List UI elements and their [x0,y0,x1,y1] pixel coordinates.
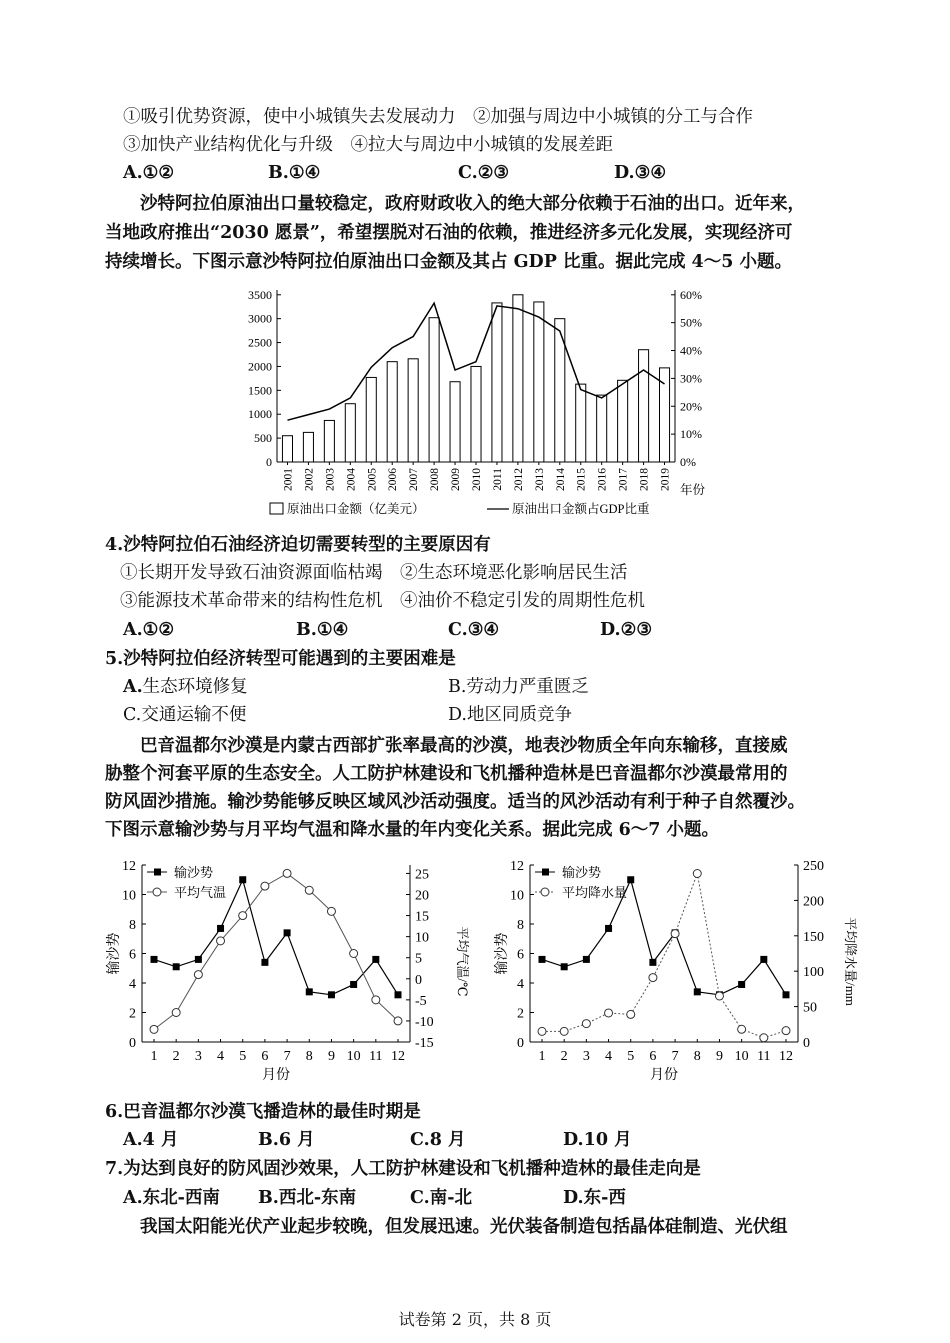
q6-option-b: B.6 月 [258,1130,315,1150]
x-tick-label: 9 [327,1049,335,1064]
x-tick-label: 12 [391,1049,405,1064]
left-tick-label: 8 [517,918,524,933]
secondary-series-point [605,1009,613,1017]
q3-option-c: C.②③ [458,163,510,183]
x-tick-label: 4 [217,1049,225,1064]
passage2-line-3: 防风固沙措施。输沙势能够反映区域风沙活动强度。适当的风沙活动有利于种子自然覆沙。 [105,792,805,812]
right-tick-label: 40% [680,343,702,358]
sand-drift-point [306,988,313,995]
sand-drift-point [173,963,180,970]
sand-drift-point [151,956,158,963]
left-tick-label: 10 [510,888,524,904]
legend-sand-label: 输沙势 [174,865,214,880]
q7-option-b: B.西北-东南 [258,1188,357,1208]
x-tick-label: 2004 [345,468,358,491]
right-tick-label: 0 [415,972,422,988]
q4-item-line-2: ③能源技术革命带来的结构性危机 ④油价不稳定引发的周期性危机 [120,591,645,611]
x-tick-label: 7 [671,1049,679,1064]
left-tick-label: 8 [129,918,136,933]
bar [492,303,502,462]
passage2-line-1: 巴音温都尔沙漠是内蒙古西部扩张率最高的沙漠，地表沙物质全年向东输移，直接威 [140,736,788,756]
x-tick-label: 8 [693,1049,701,1064]
legend-bar-label: 原油出口金额（亿美元） [287,502,425,516]
right-tick-label: 100 [803,965,824,981]
q3-option-b: B.①④ [268,163,321,183]
right-tick-label: 20% [680,399,702,414]
bar [597,395,607,462]
x-tick-label: 2018 [638,468,651,491]
secondary-series-point [693,869,701,877]
q5-option-b: B.劳动力严重匮乏 [448,677,589,697]
secondary-series-point [715,992,723,1000]
right-axis-label: 平均气温/℃ [455,926,470,997]
secondary-series-point [372,996,380,1004]
secondary-series-point [350,950,358,958]
q5-option-d: D.地区同质竞争 [448,705,572,725]
x-tick-label: 2 [560,1049,568,1064]
secondary-series-point [305,886,313,894]
q4-stem: 4.沙特阿拉伯石油经济迫切需要转型的主要原因有 [105,535,491,555]
sand-drift-point [649,959,656,966]
bar [576,384,586,462]
x-axis-label: 年份 [680,483,706,497]
x-tick-label: 7 [283,1049,291,1064]
x-tick-label: 2002 [303,468,316,491]
right-tick-label: -5 [415,993,427,1009]
secondary-series-point [538,1027,546,1035]
left-tick-label: 4 [517,977,524,992]
secondary-series-point [671,930,679,938]
bar [534,302,544,462]
sand-precip-chart [488,850,860,1090]
left-tick-label: 6 [129,947,136,963]
passage2-line-4: 下图示意输沙势与月平均气温和降水量的年内变化关系。据此完成 6～7 小题。 [105,820,720,840]
q6-stem: 6.巴音温都尔沙漠飞播造林的最佳时期是 [105,1102,421,1122]
q5-stem: 5.沙特阿拉伯经济转型可能遇到的主要困难是 [105,649,456,669]
right-axis-label: 平均降水量/mm [843,917,858,1006]
secondary-series-point [649,974,657,982]
x-tick-label: 2014 [554,468,567,491]
secondary-series-point [194,971,202,979]
left-axis-label: 输沙势 [107,932,122,975]
x-tick-label: 4 [605,1049,613,1064]
q3-item-line-2: ③加快产业结构优化与升级 ④拉大与周边中小城镇的发展差距 [123,135,613,155]
x-tick-label: 11 [757,1049,771,1064]
passage3-line-1: 我国太阳能光伏产业起步较晚，但发展迅速。光伏装备制造包括晶体硅制造、光伏组 [140,1217,788,1237]
sand-drift-point [328,991,335,998]
left-tick-label: 0 [517,1036,524,1051]
legend-secondary-label: 平均气温 [174,885,227,900]
bar [303,432,313,462]
sand-drift-point [760,956,767,963]
q3-item-line-1: ①吸引优势资源，使中小城镇失去发展动力 ②加强与周边中小城镇的分工与合作 [123,107,753,127]
sand-drift-point [627,876,634,883]
right-tick-label: 15 [415,909,429,925]
left-tick-label: 0 [129,1036,136,1051]
q7-option-d: D.东-西 [563,1188,626,1208]
q5-option-a-text: 生态环境修复 [142,677,248,697]
secondary-series-point [394,1017,402,1025]
secondary-series-point [782,1027,790,1035]
q6-option-d: D.10 月 [563,1130,632,1150]
right-tick-label: 5 [415,951,422,967]
x-tick-label: 1 [150,1049,158,1064]
x-tick-label: 2003 [324,468,337,491]
q3-option-d: D.③④ [614,163,667,183]
left-tick-label: 2 [129,1006,136,1022]
left-tick-label: 12 [122,859,136,874]
q4-option-d: D.②③ [600,620,653,640]
q3-option-a: A.①② [123,163,175,183]
x-tick-label: 2 [172,1049,180,1064]
x-tick-label: 2010 [471,468,483,491]
x-tick-label: 2005 [366,468,379,491]
right-tick-label: 250 [803,859,824,874]
x-tick-label: 6 [649,1049,657,1064]
q5-option-a: A.生态环境修复 [123,677,248,697]
bar [387,362,397,462]
left-tick-label: 12 [510,859,524,874]
x-tick-label: 2015 [575,468,588,491]
left-tick-label: 10 [122,888,136,904]
x-tick-label: 3 [582,1049,590,1064]
secondary-series-point [760,1034,768,1042]
secondary-series-point [239,912,247,920]
bar [345,404,355,462]
right-tick-label: 10 [415,930,429,946]
right-tick-label: 50% [680,315,702,330]
right-tick-label: 200 [803,894,824,910]
sand-drift-point [583,956,590,963]
x-tick-label: 11 [369,1049,383,1064]
secondary-series-point [172,1009,180,1017]
left-tick-label: 3000 [248,311,272,326]
left-tick-label: 3500 [248,287,272,302]
passage1-line-1: 沙特阿拉伯原油出口量较稳定，政府财政收入的绝大部分依赖于石油的出口。近年来， [140,194,805,214]
right-tick-label: -10 [415,1014,434,1030]
sand-drift-point [738,981,745,988]
sand-drift-point [605,925,612,932]
page-footer: 试卷第 2 页，共 8 页 [398,1310,552,1329]
x-tick-label: 2012 [512,468,525,491]
bar [471,366,481,462]
right-tick-label: 0 [803,1036,810,1051]
q4-option-a: A.①② [123,620,175,640]
x-tick-label: 10 [346,1049,361,1064]
x-tick-label: 1 [538,1049,546,1064]
x-tick-label: 2017 [617,468,630,491]
q5-option-c: C.交通运输不便 [123,705,247,725]
secondary-series-point [627,1010,635,1018]
bar [618,380,628,462]
sand-drift-point [217,925,224,932]
secondary-series-point [150,1025,158,1033]
q7-stem: 7.为达到良好的防风固沙效果，人工防护林建设和飞机播种造林的最佳走向是 [105,1159,701,1179]
sand-drift-point [372,956,379,963]
bar [513,295,523,462]
left-tick-label: 2500 [248,335,272,350]
q7-option-c: C.南-北 [410,1188,472,1208]
x-tick-label: 2013 [533,468,546,491]
legend-sand-label: 输沙势 [562,865,602,880]
oil-export-chart [215,280,725,525]
sand-drift-point [350,981,357,988]
sand-drift-point [284,929,291,936]
bar [408,359,418,462]
legend-sand-marker [542,869,549,876]
x-axis-label: 月份 [262,1068,290,1083]
q4-option-c: C.③④ [448,620,500,640]
x-axis-label: 月份 [650,1068,678,1083]
right-tick-label: 10% [680,427,702,442]
sand-drift-point [539,956,546,963]
sand-drift-point [694,988,701,995]
secondary-series-point [738,1025,746,1033]
sand-drift-point [395,991,402,998]
bar [450,382,460,462]
x-tick-label: 2019 [659,468,672,491]
bar [282,436,292,462]
sand-temp-chart [100,850,475,1090]
right-tick-label: -15 [415,1036,434,1051]
q4-item-line-1: ①长期开发导致石油资源面临枯竭 ②生态环境恶化影响居民生活 [120,563,628,583]
x-tick-label: 2001 [282,468,295,491]
passage1-line-2: 当地政府推出“2030 愿景”，希望摆脱对石油的依赖，推进经济多元化发展，实现经济可 [105,223,793,243]
left-axis-label: 输沙势 [495,932,510,975]
x-tick-label: 2009 [450,468,463,491]
sand-drift-point [561,963,568,970]
x-tick-label: 8 [305,1049,313,1064]
right-tick-label: 0% [680,455,696,469]
sand-drift-point [195,956,202,963]
right-tick-label: 150 [803,929,824,945]
right-tick-label: 25 [415,867,429,883]
secondary-series-point [217,937,225,945]
x-tick-label: 5 [627,1049,635,1064]
legend-bar-swatch [270,503,283,514]
bar [429,318,439,462]
passage2-line-2: 胁整个河套平原的生态安全。人工防护林建设和飞机播种造林是巴音温都尔沙漠最常用的 [105,764,788,784]
x-tick-label: 2008 [429,468,442,491]
sand-drift-point [783,991,790,998]
left-tick-label: 2000 [248,359,272,374]
x-tick-label: 12 [779,1049,793,1064]
q4-option-b: B.①④ [296,620,349,640]
left-tick-label: 0 [266,455,272,469]
x-tick-label: 2011 [491,468,504,491]
legend-secondary-marker [153,888,161,896]
left-tick-label: 500 [254,431,272,446]
bar [324,420,334,462]
x-tick-label: 2016 [596,468,609,491]
x-tick-label: 9 [715,1049,723,1064]
secondary-series-point [283,869,291,877]
right-tick-label: 50 [803,1000,817,1016]
x-tick-label: 3 [194,1049,202,1064]
secondary-series-point [582,1020,590,1028]
sand-drift-point [239,876,246,883]
bar [366,377,376,462]
x-tick-label: 6 [261,1049,269,1064]
right-tick-label: 60% [680,287,702,302]
passage1-line-3: 持续增长。下图示意沙特阿拉伯原油出口金额及其占 GDP 比重。据此完成 4～5 小题。 [105,252,793,272]
legend-secondary-marker [541,888,549,896]
legend-secondary-label: 平均降水量 [562,885,628,900]
legend-sand-marker [154,869,161,876]
q6-option-a: A.4 月 [123,1130,179,1150]
left-tick-label: 2 [517,1006,524,1022]
secondary-series-point [560,1027,568,1035]
left-tick-label: 6 [517,947,524,963]
right-tick-label: 30% [680,371,702,386]
sand-drift-point [261,959,268,966]
x-tick-label: 5 [239,1049,247,1064]
left-tick-label: 4 [129,977,136,992]
x-tick-label: 2007 [408,468,421,491]
x-tick-label: 10 [734,1049,749,1064]
secondary-series-point [327,907,335,915]
secondary-series-point [261,882,269,890]
legend-line-label: 原油出口金额占GDP比重 [512,502,650,516]
bar [639,350,649,462]
x-tick-label: 2006 [387,468,400,491]
right-tick-label: 20 [415,888,429,904]
q6-option-c: C.8 月 [410,1130,466,1150]
left-tick-label: 1000 [248,407,272,422]
left-tick-label: 1500 [248,383,272,398]
q7-option-a: A.东北-西南 [123,1188,220,1208]
